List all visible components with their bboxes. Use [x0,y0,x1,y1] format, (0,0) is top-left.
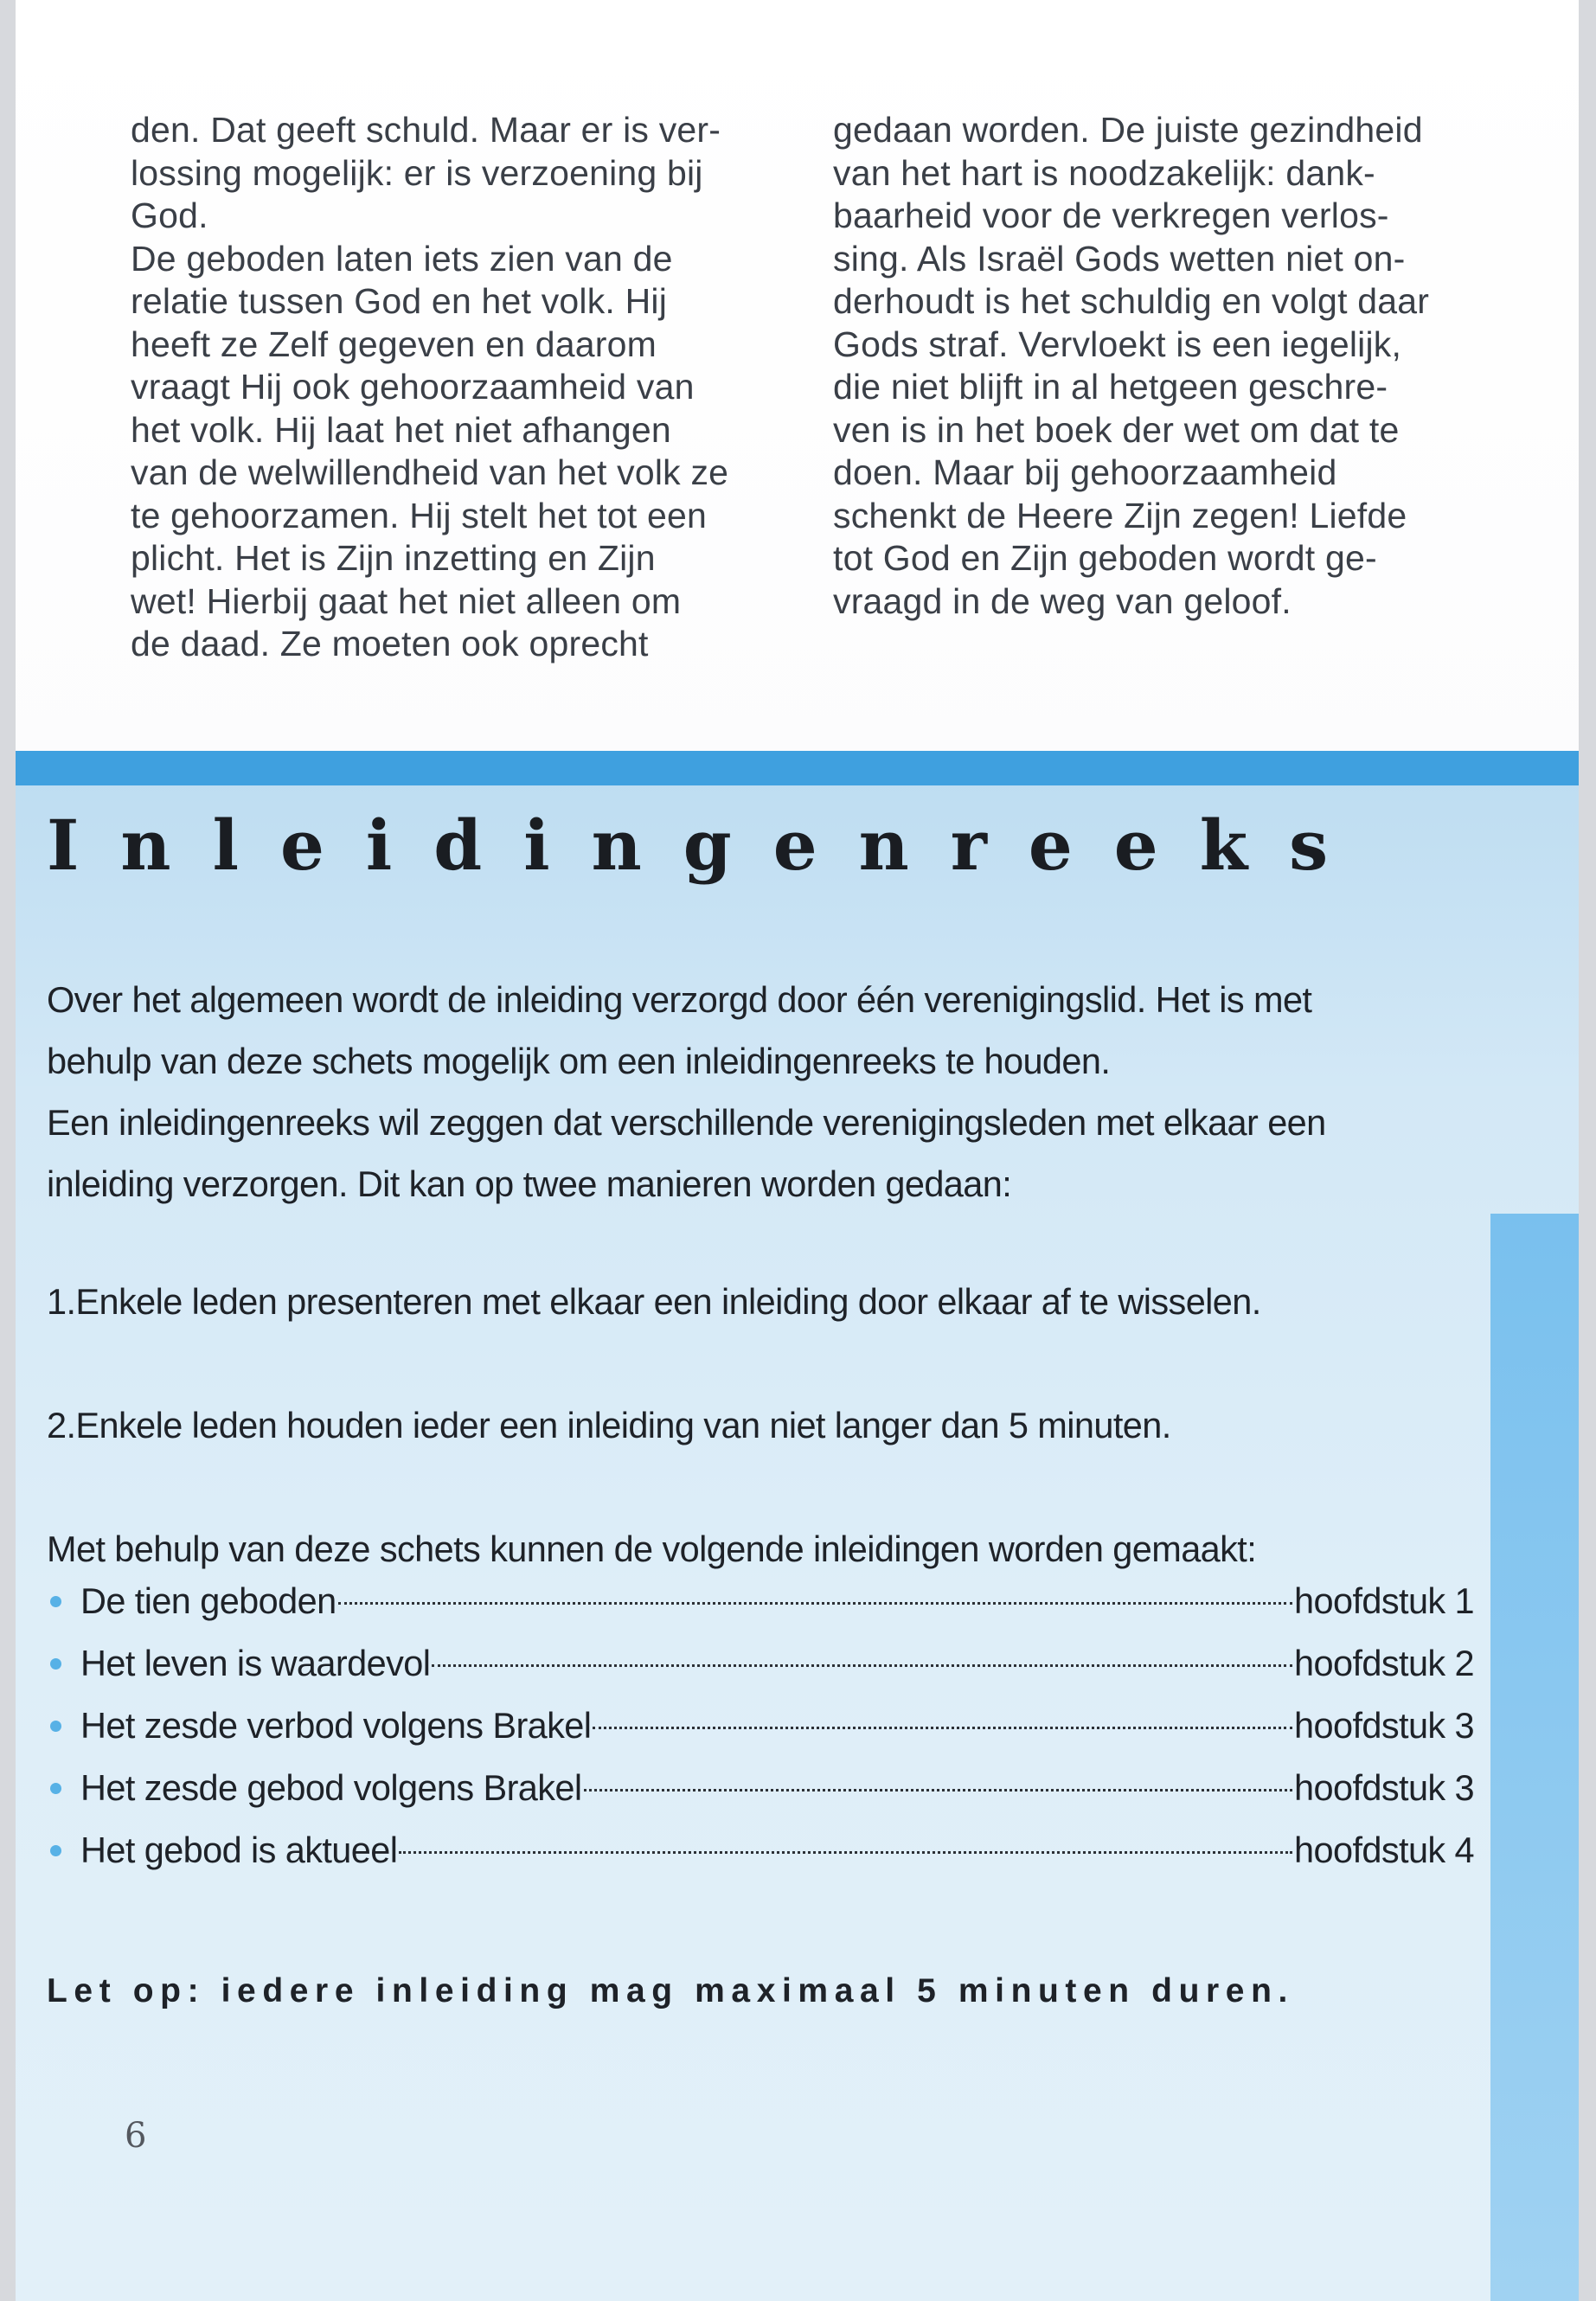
item-chapter: hoofdstuk 1 [1294,1580,1474,1621]
text-line: ven is in het boek der wet om dat te [833,409,1400,450]
chapter-list [47,1570,1474,1881]
decorative-side-strip [1490,1214,1579,2301]
list-item [47,1632,1474,1695]
text-line: baarheid voor de verkregen verlos- [833,195,1389,235]
section-divider-bar [16,751,1579,785]
dot-leader [584,1789,1293,1791]
page [16,0,1579,2301]
text-line: vraagd in de weg van geloof. [833,580,1292,621]
item-chapter: hoofdstuk 4 [1294,1830,1474,1870]
text-line: de daad. Ze moeten ook oprecht [131,624,649,663]
option-two: 2.Enkele leden houden ieder een inleiding van niet langer dan 5 minuten. [47,1405,1171,1445]
item-chapter: hoofdstuk 3 [1294,1767,1474,1808]
right-text-column [833,109,1473,623]
text-line: De geboden laten iets zien van de [131,238,673,279]
text-line: plicht. Het is Zijn inzetting en Zijn [131,538,656,578]
intro-line: behulp van deze schets mogelijk om een inleidingenreeks te houden. [47,1041,1111,1081]
text-line: Gods straf. Vervloekt is een iegelijk, [833,324,1402,364]
text-line: relatie tussen God en het volk. Hij [131,281,668,321]
text-line: van de welwillendheid van het volk ze [131,452,729,492]
text-line: sing. Als Israël Gods wetten niet on- [833,238,1406,279]
text-line: heeft ze Zelf gegeven en daarom [131,324,657,364]
list-intro: Met behulp van deze schets kunnen de volgende inleidingen worden gemaakt: [47,1529,1257,1569]
item-title: Het gebod is aktueel [80,1830,398,1870]
text-line: die niet blijft in al hetgeen geschre- [833,367,1388,407]
item-title: Het zesde verbod volgens Brakel [80,1705,592,1746]
text-line: van het hart is noodzakelijk: dank- [833,152,1375,193]
bullet-icon [50,1783,61,1794]
text-line: gedaan worden. De juiste gezindheid [833,110,1423,150]
bullet-icon [50,1658,61,1670]
text-line: tot God en Zijn geboden wordt ge- [833,538,1377,578]
list-item [47,1570,1474,1632]
intro-line: Een inleidingenreeks wil zeggen dat verschillende verenigingsleden met elkaar een [47,1102,1326,1143]
list-item [47,1819,1474,1881]
item-title: De tien geboden [80,1580,337,1621]
text-line: den. Dat geeft schuld. Maar er is ver- [131,110,721,150]
text-line: derhoudt is het schuldig en volgt daar [833,281,1430,321]
text-line: het volk. Hij laat het niet afhangen [131,409,671,450]
item-title: Het leven is waardevol [80,1643,431,1683]
intro-line: Over het algemeen wordt de inleiding verzorgd door één verenigingslid. Het is met [47,979,1312,1020]
left-text-column [131,109,771,666]
dot-leader [338,1602,1292,1605]
text-line: te gehoorzamen. Hij stelt het tot een [131,495,708,535]
bullet-icon [50,1721,61,1732]
item-title: Het zesde gebod volgens Brakel [80,1767,582,1808]
section-intro [47,969,1483,1215]
text-line: wet! Hierbij gaat het niet alleen om [131,580,682,621]
text-line: God. [131,195,208,235]
text-line: schenkt de Heere Zijn zegen! Liefde [833,495,1407,535]
section-heading: Inleidingenreeks [47,804,1370,886]
inleidingenreeks-section [16,751,1579,2301]
option-one: 1.Enkele leden presenteren met elkaar een inleiding door elkaar af te wisselen. [47,1281,1261,1322]
item-chapter: hoofdstuk 3 [1294,1705,1474,1746]
dot-leader [399,1851,1292,1854]
bullet-icon [50,1845,61,1856]
duration-note: Let op: iedere inleiding mag maximaal 5 minuten duren. [47,1972,1294,2009]
text-line: vraagt Hij ook gehoorzaamheid van [131,367,695,407]
bullet-icon [50,1596,61,1607]
dot-leader [432,1664,1292,1667]
page-number: 6 [125,2116,147,2156]
list-item [47,1695,1474,1757]
item-chapter: hoofdstuk 2 [1294,1643,1474,1683]
intro-line: inleiding verzorgen. Dit kan op twee manieren worden gedaan: [47,1163,1012,1204]
list-item [47,1757,1474,1819]
body-text-columns [16,0,1579,751]
dot-leader [593,1727,1292,1729]
text-line: doen. Maar bij gehoorzaamheid [833,452,1337,492]
text-line: lossing mogelijk: er is verzoening bij [131,152,703,193]
